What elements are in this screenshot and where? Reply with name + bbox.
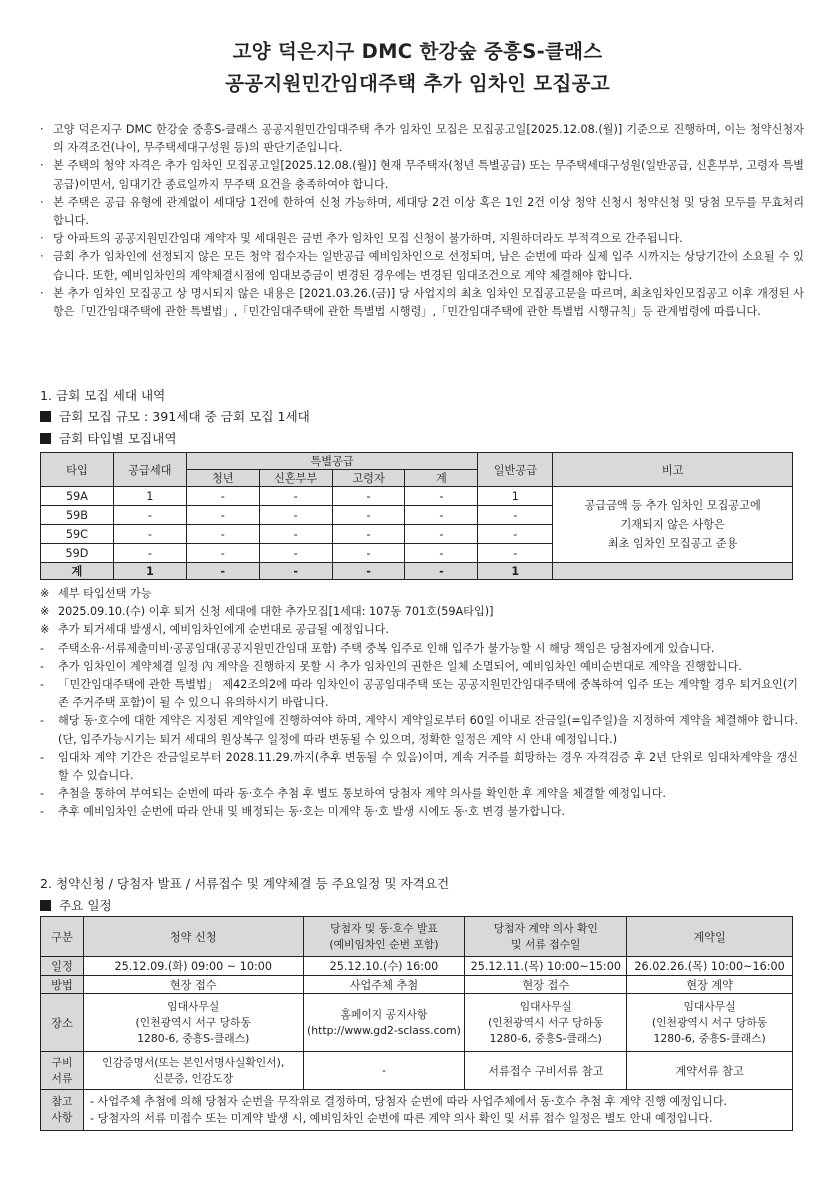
docs-apply xyxy=(83,1052,303,1090)
header-announce xyxy=(303,917,465,957)
header-supply: 공급세대 xyxy=(113,453,186,487)
ref-line: - 사업주체 추첨에 의해 당첨자 순번을 무작위로 결정하며, 당첨자 순번에 따라 사업주체에서 동·호수 추첨 후 계약 진행 예정입니다. xyxy=(89,1095,728,1108)
cell-youth: - xyxy=(186,544,259,563)
note-mark: - xyxy=(40,750,45,764)
cell-general: - xyxy=(478,506,553,525)
cell-newlywed: - xyxy=(259,525,332,544)
schedule-announce: 25.12.10.(수) 16:00 xyxy=(303,957,465,976)
note-item xyxy=(40,658,798,676)
table-total-row xyxy=(41,563,793,580)
intro-bullets xyxy=(38,121,804,321)
total-note xyxy=(553,563,793,580)
cell-supply: - xyxy=(113,544,186,563)
square-bullet-icon xyxy=(40,411,51,422)
place-line: 1280-6, 중흥S-클래스) xyxy=(489,1031,602,1045)
row-label-schedule: 일정 xyxy=(41,957,84,976)
cell-youth: - xyxy=(186,506,259,525)
title-line-2: 공공지원민간임대주택 추가 임차인 모집공고 xyxy=(225,72,610,95)
docs-confirm: 서류접수 구비서류 참고 xyxy=(465,1052,627,1090)
homepage-link[interactable]: (http://www.gd2-sclass.com) xyxy=(307,1023,461,1037)
section-1-subheading xyxy=(40,428,177,447)
cell-elderly: - xyxy=(332,544,405,563)
note-text: 추첨을 통하여 부여되는 순번에 따라 동·호수 추첨 후 별도 통보하여 당첨자 계약 의사를 확인한 후 계약을 체결할 예정입니다. xyxy=(58,787,666,801)
note-text: 임대차 계약 기간은 잔금일로부터 2028.11.29.까지(추후 변동될 수 있음)이며, 계속 거주를 희망하는 경우 자격검증 후 2년 단위로 임대차계약을 갱신할 수 있습니다. xyxy=(58,750,798,783)
note-text: 주택소유·서류제출미비·공공임대(공공지원민간임대 포함) 주택 중복 입주로 인해 입주가 불가능할 시 해당 책임은 당첨자에게 있습니다. xyxy=(58,641,715,655)
schedule-confirm: 25.12.11.(목) 10:00~15:00 xyxy=(465,957,627,976)
note-item xyxy=(40,640,798,658)
cell-newlywed: - xyxy=(259,506,332,525)
place-line: 1280-6, 중흥S-클래스) xyxy=(653,1031,766,1045)
header-note: 비고 xyxy=(553,453,793,487)
header-type: 타입 xyxy=(41,453,114,487)
total-youth: - xyxy=(186,563,259,580)
note-item xyxy=(40,585,798,603)
place-line: 1280-6, 중흥S-클래스) xyxy=(137,1031,250,1045)
total-type: 계 xyxy=(41,563,114,580)
total-sum: - xyxy=(405,563,478,580)
note-text: 추가 퇴거세대 발생시, 예비임차인에게 순번대로 공급될 예정입니다. xyxy=(58,623,390,637)
header-elderly: 고령자 xyxy=(332,470,405,487)
method-row xyxy=(41,976,793,994)
docs-row xyxy=(41,1052,793,1090)
header-confirm xyxy=(465,917,627,957)
ref-row xyxy=(41,1090,793,1131)
total-supply: 1 xyxy=(113,563,186,580)
note-mark: - xyxy=(40,805,45,819)
note-text: 「민간임대주택에 관한 특별법」 제42조의2에 따라 임차인이 공공임대주택 또는 공공지원민간임대주택에 중복하여 입주 또는 계약할 경우 퇴거요인(기존 주거주택 포함)이 될 수 있으니 유의하시기 바랍니다. xyxy=(58,678,798,710)
unit-recruitment-table xyxy=(40,452,793,580)
note-item xyxy=(40,621,798,639)
cell-elderly: - xyxy=(332,525,405,544)
note-mark: - xyxy=(40,641,45,655)
intro-bullet: · 본 주택의 청약 자격은 추가 임차인 모집공고일[2025.12.08.(월)] 현재 무주택자(청년 특별공급) 또는 무주택세대구성원(일반공급, 신혼부부, 고령자 특별공급)이면서, 임대기간 종료일까지 무주택 요건을 충족하여야 합니다. xyxy=(38,157,804,193)
header-youth: 청년 xyxy=(186,470,259,487)
header-confirm-line: 및 서류 접수일 xyxy=(511,937,581,951)
ref-content xyxy=(83,1090,792,1131)
cell-type: 59B xyxy=(41,506,114,525)
cell-newlywed: - xyxy=(259,487,332,506)
method-apply: 현장 접수 xyxy=(83,976,303,994)
place-apply xyxy=(83,994,303,1052)
note-mark: ※ xyxy=(40,587,50,600)
scale-text: 금회 모집 규모 : 391세대 중 금회 모집 1세대 xyxy=(59,409,310,424)
note-line: 최초 임차인 모집공고 준용 xyxy=(607,537,738,550)
cell-sum: - xyxy=(405,544,478,563)
section-2-heading: 2. 청약신청 / 당첨자 발표 / 서류접수 및 계약체결 등 주요일정 및 자격요건 xyxy=(40,876,450,891)
row-label-line: 참고 xyxy=(51,1095,73,1108)
cell-sum: - xyxy=(405,506,478,525)
place-line: 홈페이지 공지사항 xyxy=(340,1007,428,1021)
header-div: 구분 xyxy=(41,917,84,957)
note-line: 공급금액 등 추가 임차인 모집공고에 xyxy=(584,499,761,512)
docs-line: 인감증명서(또는 본인서명사실확인서), xyxy=(102,1055,285,1069)
cell-sum: - xyxy=(405,487,478,506)
ref-line: - 당첨자의 서류 미접수 또는 미계약 발생 시, 예비임차인 순번에 따른 계약 의사 확인 및 서류 접수 일정은 별도 안내 예정입니다. xyxy=(89,1112,713,1125)
subheading-text: 주요 일정 xyxy=(59,898,112,913)
note-item xyxy=(40,676,798,712)
docs-contract: 계약서류 참고 xyxy=(627,1052,793,1090)
cell-elderly: - xyxy=(332,487,405,506)
schedule-contract: 26.02.26.(목) 10:00~16:00 xyxy=(627,957,793,976)
square-bullet-icon xyxy=(40,900,51,911)
row-label-method: 방법 xyxy=(41,976,84,994)
place-line: 임대사무실 xyxy=(683,999,736,1013)
section-1-heading: 1. 금회 모집 세대 내역 xyxy=(40,388,166,403)
intro-bullet: · 본 주택은 공급 유형에 관계없이 세대당 1건에 한하여 신청 가능하며, 세대당 2건 이상 혹은 1인 2건 이상 청약 신청시 청약신청 및 당첨 모두를 무효처리 합니다. xyxy=(38,194,804,230)
method-contract: 현장 계약 xyxy=(627,976,793,994)
note-mark: - xyxy=(40,659,45,673)
note-text: 세부 타입선택 가능 xyxy=(58,587,152,600)
place-line: (인천광역시 서구 당하동 xyxy=(651,1015,768,1029)
cell-youth: - xyxy=(186,525,259,544)
total-general: 1 xyxy=(478,563,553,580)
header-special: 특별공급 xyxy=(186,453,478,470)
header-sum: 계 xyxy=(405,470,478,487)
note-mark: - xyxy=(40,787,45,801)
cell-elderly: - xyxy=(332,506,405,525)
total-elderly: - xyxy=(332,563,405,580)
cell-sum: - xyxy=(405,525,478,544)
header-announce-line: (예비임차인 순번 포함) xyxy=(329,937,439,951)
note-text: 해당 동·호수에 대한 계약은 지정된 계약일에 진행하여야 하며, 계약시 계약일로부터 60일 이내로 잔금일(=입주일)을 지정하여 계약을 체결해야 합니다.(단, 입주가능시기는 퇴거 세대의 원상복구 일정에 따라 변동될 수 있으며, 정확한 일정은 계약 시 안내 예정입니다.) xyxy=(58,714,798,746)
note-item xyxy=(40,785,798,803)
intro-bullet: · 금회 추가 임차인에 선정되지 않은 모든 청약 접수자는 일반공급 예비임차인으로 선정되며, 남은 순번에 따라 실제 입주 시까지는 상당기간이 소요될 수 있습니다. 또한, 예비임차인의 계약체결시점에 임대보증금이 변경된 경우에는 변경된 임대조건으로 계약 체결해야 합니다. xyxy=(38,248,804,284)
intro-bullet: · 고양 덕은지구 DMC 한강숲 중흥S-클래스 공공지원민간임대주택 추가 임차인 모집은 모집공고일[2025.12.08.(월)] 기준으로 진행하며, 이는 청약신청자의 자격조건(나이, 무주택세대구성원 등)의 판단기준입니다. xyxy=(38,121,804,157)
header-newlywed: 신혼부부 xyxy=(259,470,332,487)
cell-youth: - xyxy=(186,487,259,506)
square-bullet-icon xyxy=(40,433,51,444)
row-label-line: 사항 xyxy=(51,1111,73,1124)
row-label-place: 장소 xyxy=(41,994,84,1052)
schedule-apply: 25.12.09.(화) 09:00 ~ 10:00 xyxy=(83,957,303,976)
method-announce: 사업주체 추첨 xyxy=(303,976,465,994)
cell-type: 59D xyxy=(41,544,114,563)
schedule-row xyxy=(41,957,793,976)
note-text: 2025.09.10.(수) 이후 퇴거 신청 세대에 대한 추가모집[1세대: 107동 701호(59A타입)] xyxy=(58,605,494,619)
place-line: (인천광역시 서구 당하동 xyxy=(488,1015,604,1029)
schedule-table xyxy=(40,916,793,1131)
header-apply: 청약 신청 xyxy=(83,917,303,957)
note-item xyxy=(40,749,798,785)
header-announce-line: 당첨자 및 동·호수 발표 xyxy=(330,921,438,935)
place-line: 임대사무실 xyxy=(519,999,572,1013)
header-confirm-line: 당첨자 계약 의사 확인 xyxy=(493,921,598,935)
title-line-1: 고양 덕은지구 DMC 한강숲 중흥S-클래스 xyxy=(232,40,603,63)
row-label-line: 구비 xyxy=(51,1055,73,1069)
place-contract xyxy=(627,994,793,1052)
docs-announce: - xyxy=(303,1052,465,1090)
note-text: 추가 임차인이 계약체결 일정 內 계약을 진행하지 못할 시 추가 임차인의 권한은 일체 소멸되어, 예비임차인 예비순번대로 계약을 진행합니다. xyxy=(58,659,742,673)
place-row xyxy=(41,994,793,1052)
table-row xyxy=(41,487,793,506)
note-line: 기재되지 않은 사항은 xyxy=(620,518,725,531)
place-line: 임대사무실 xyxy=(167,999,220,1013)
note-text: 추후 예비임차인 순번에 따라 안내 및 배정되는 동·호는 미계약 동·호 발생 시에도 동·호 변경 불가합니다. xyxy=(58,805,566,819)
place-confirm xyxy=(465,994,627,1052)
cell-type: 59C xyxy=(41,525,114,544)
note-mark: - xyxy=(40,714,45,728)
cell-type: 59A xyxy=(41,487,114,506)
cell-general: - xyxy=(478,525,553,544)
note-mark: - xyxy=(40,678,45,692)
cell-supply: 1 xyxy=(113,487,186,506)
note-item xyxy=(40,603,798,621)
method-confirm: 현장 접수 xyxy=(465,976,627,994)
section-2-subheading xyxy=(40,895,112,914)
row-label-ref xyxy=(41,1090,84,1131)
intro-bullet: · 본 추가 임차인 모집공고 상 명시되지 않은 내용은 [2021.03.26.(금)] 당 사업지의 최초 임차인 모집공고문을 따르며, 최초임차인모집공고 이후 개정된 사항은「민간임대주택에 관한 특별법」,「민간임대주택에 관한 특별법 시행령」,「민간임대주택에 관한 특별법 시행규칙」등 관계법령에 따릅니다. xyxy=(38,285,804,321)
cell-general: 1 xyxy=(478,487,553,506)
intro-bullet: · 당 아파트의 공공지원민간임대 계약자 및 세대원은 금번 추가 임차인 모집 신청이 불가하며, 지원하더라도 부적격으로 간주됩니다. xyxy=(38,230,804,248)
subheading-text: 금회 타입별 모집내역 xyxy=(59,431,177,446)
row-label-docs xyxy=(41,1052,84,1090)
place-announce xyxy=(303,994,465,1052)
header-general: 일반공급 xyxy=(478,453,553,487)
note-item xyxy=(40,712,798,748)
note-mark: ※ xyxy=(40,605,50,619)
row-label-line: 서류 xyxy=(51,1071,73,1085)
cell-supply: - xyxy=(113,525,186,544)
cell-supply: - xyxy=(113,506,186,525)
section-1-scale xyxy=(40,406,310,425)
cell-newlywed: - xyxy=(259,544,332,563)
note-mark: ※ xyxy=(40,623,50,637)
note-item xyxy=(40,803,798,821)
cell-general: - xyxy=(478,544,553,563)
place-line: (인천광역시 서구 당하동 xyxy=(135,1015,251,1029)
cell-note xyxy=(553,487,793,563)
section-1-notes xyxy=(40,585,798,822)
docs-line: 신분증, 인감도장 xyxy=(153,1071,234,1085)
header-contract: 계약일 xyxy=(627,917,793,957)
total-newlywed: - xyxy=(259,563,332,580)
